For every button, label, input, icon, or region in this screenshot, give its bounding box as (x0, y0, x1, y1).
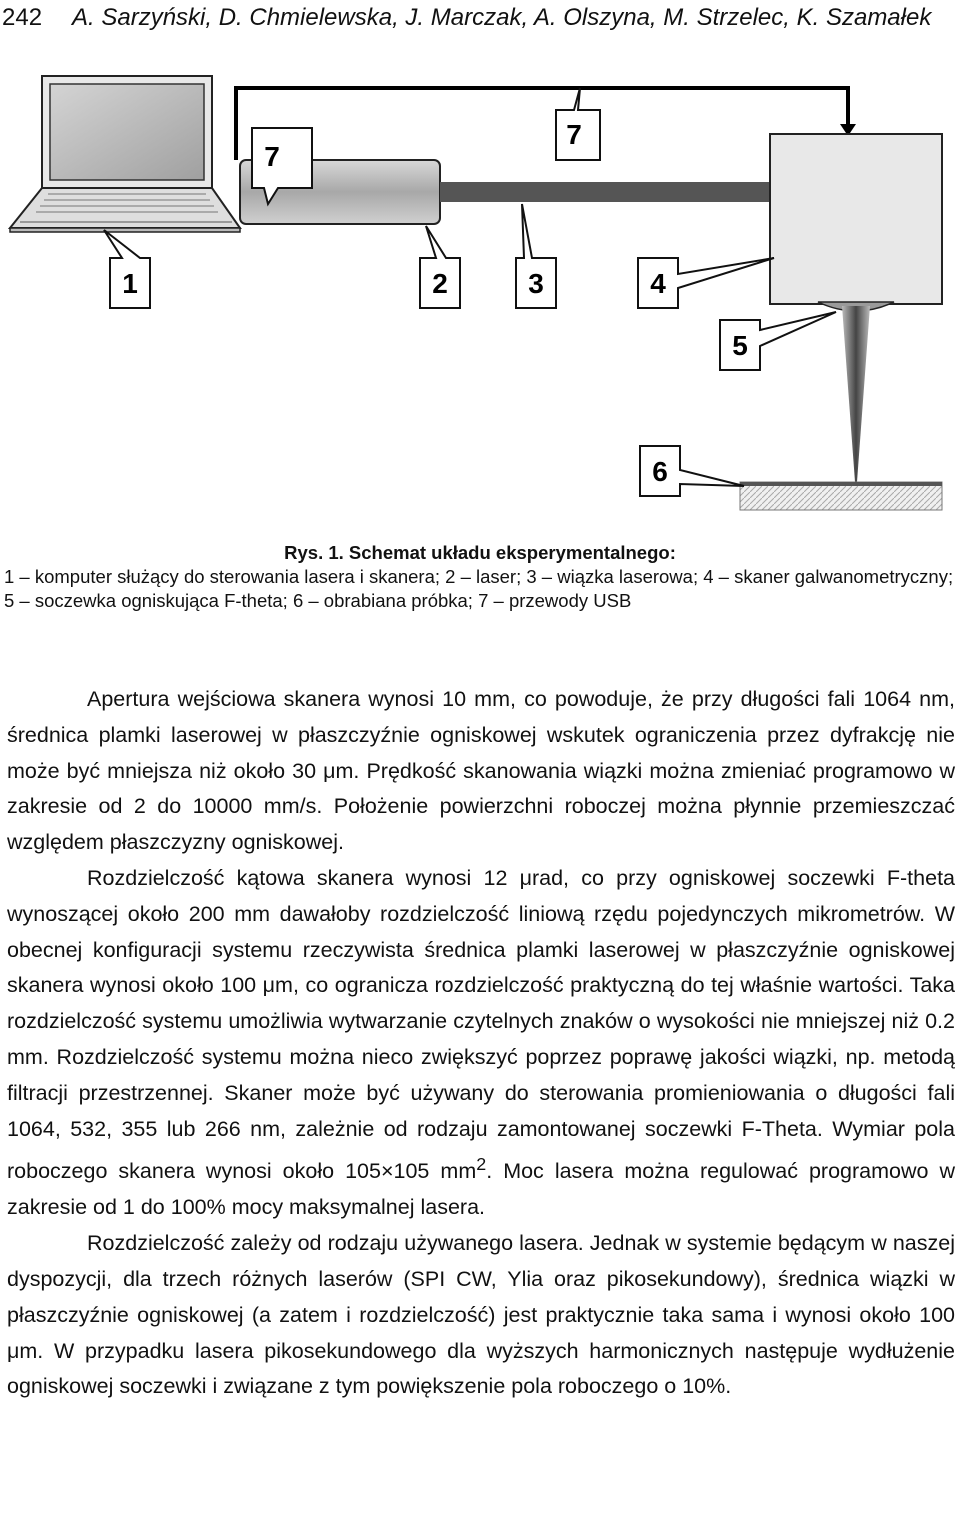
page-number: 242 (2, 4, 43, 31)
callout-6 (640, 446, 744, 496)
focused-beam (842, 306, 870, 482)
sample-surface (740, 482, 942, 510)
svg-text:7: 7 (566, 119, 582, 150)
galvanometric-scanner (770, 134, 942, 304)
paragraph-3: Rozdzielczość zależy od rodzaju używanego lasera. Jednak w systemie będącym w naszej dyspozycji, dla trzech różnych laserów (SPI CW, Ylia oraz pikosekundowy), średnica wiązki w płaszczyźnie ogniskowej (a zatem i rozdzielczość) jest praktycznie taka sama i wynosi około 100 μm. W przypadku lasera pikosekundowego dla wyższych harmonicznych następuje wydłużenie ogniskowej soczewki i związane z tym powiększenie pola roboczego o 10%. (7, 1231, 955, 1399)
svg-text:1: 1 (122, 268, 138, 299)
callout-4 (638, 258, 774, 308)
paragraph-2-part-c: . Moc lasera można regulować programowo w zakresie od 1 do 100% mocy maksymalnej lasera. (7, 1159, 956, 1220)
times-symbol: × (380, 1159, 394, 1184)
svg-text:3: 3 (528, 268, 544, 299)
caption-legend: 1 – komputer służący do sterowania lasera i skanera; 2 – laser; 3 – wiązka laserowa; 4 – skaner galwanometryczny; 5 – soczewka ogniskująca F-theta; 6 – obrabiana próbka; 7 – przewody USB (4, 566, 954, 611)
svg-text:6: 6 (652, 456, 668, 487)
body-text (7, 682, 955, 1405)
svg-text:2: 2 (432, 268, 448, 299)
laptop-computer (10, 76, 240, 232)
callout-3 (516, 204, 556, 308)
callout-5 (720, 312, 836, 370)
callout-1 (104, 230, 150, 308)
paragraph-2-part-a: Rozdzielczość kątowa skanera wynosi 12 μrad, co przy ogniskowej soczewki F-theta wynoszącej około 200 mm dawałoby rozdzielczość liniową rzędu pojedynczych mikrometrów. W obecnej konfiguracji systemu rzeczywista średnica plamki laserowej w płaszczyźnie ogniskowej skanera wynosi około 100 μm, co ogranicza rozdzielczość praktyczną do tej właśnie wartości. Taka rozdzielczość systemu umożliwia wytwarzanie czytelnych znaków o wysokości nie mniejszej niż 0.2 mm. Rozdzielczość systemu można nieco zwiększyć poprzez poprawę jakości wiązki, np. metodą filtracji przestrzennej. Skaner może być używany do sterowania promieniowania o długości fali 1064, 532, 355 lub 266 nm, zależnie od rodzaju zamontowanej soczewki F-Theta. Wymiar pola roboczego skanera wynosi około 105 (7, 865, 955, 1184)
superscript-2: 2 (476, 1154, 487, 1175)
svg-text:4: 4 (650, 268, 666, 299)
experimental-setup-figure (0, 40, 960, 530)
callout-2 (420, 226, 460, 308)
running-authors: A. Sarzyński, D. Chmielewska, J. Marczak, A. Olszyna, M. Strzelec, K. Szamałek (72, 4, 932, 31)
page-header (0, 0, 960, 40)
usb-cable-lines (236, 88, 856, 160)
paragraph-2-part-b: 105 mm (393, 1159, 477, 1184)
svg-text:7: 7 (264, 141, 280, 172)
paragraph-1: Apertura wejściowa skanera wynosi 10 mm, co powoduje, że przy długości fali 1064 nm, średnica plamki laserowej w płaszczyźnie ogniskowej wskutek ograniczenia przez dyfrakcję nie może być mniejsza niż około 30 μm. Prędkość skanowania wiązki można zmieniać programowo w zakresie od 2 do 10000 mm/s. Położenie powierzchni roboczej można płynnie przemieszczać względem płaszczyzny ogniskowej. (7, 687, 955, 855)
caption-title: Rys. 1. Schemat układu eksperymentalnego: (284, 542, 676, 563)
laser-beam (440, 182, 770, 202)
paragraph-2 (7, 861, 955, 1226)
figure-caption (4, 541, 956, 613)
svg-text:5: 5 (732, 330, 748, 361)
callout-7-right (556, 88, 600, 160)
